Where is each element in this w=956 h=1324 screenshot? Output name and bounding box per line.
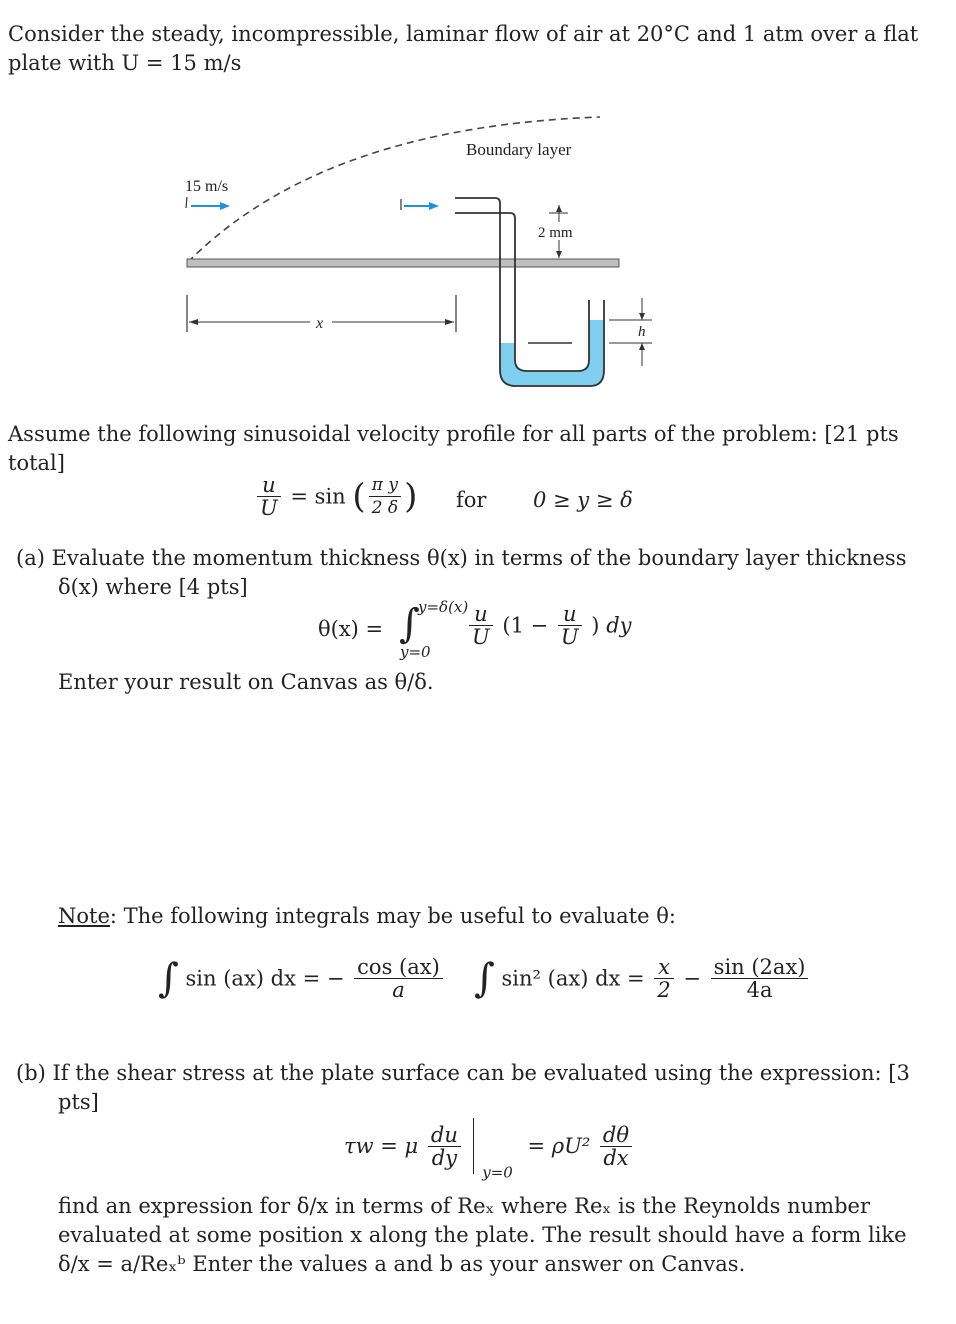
profile-for: for bbox=[456, 488, 487, 512]
integral-sign-icon: ∫ bbox=[399, 601, 420, 647]
intro-line-1: Consider the steady, incompressible, laminar flow of air at 20°C and 1 atm over a flat bbox=[8, 22, 919, 46]
theta-lhs: θ(x) = bbox=[318, 617, 384, 641]
note-line: Note: The following integrals may be useful to evaluate θ: bbox=[58, 904, 676, 928]
integral-2: ∫ sin² (ax) dx = $\frac{x}{2}$ − $\frac{\sin (2ax)}{4a}$ bbox=[474, 956, 811, 1001]
label-gap: 2 mm bbox=[538, 225, 573, 241]
velocity-arrow-left-icon bbox=[186, 197, 230, 210]
velocity-profile-equation: $\frac{u}{U}$ = sin ( $\frac{\text{π y}}{2 \delta}$ ) bbox=[254, 474, 417, 519]
part-a-line-1: (a) Evaluate the momentum thickness θ(x) in terms of the boundary layer thickness bbox=[16, 546, 907, 570]
momentum-integrand: $\frac{u}{U}$ (1 − $\frac{u}{U}$ ) dy bbox=[466, 603, 632, 648]
profile-range: 0 ≥ y ≥ δ bbox=[533, 488, 633, 512]
flat-plate bbox=[187, 259, 619, 267]
int-upper: y=δ(x) bbox=[418, 598, 469, 616]
assume-line-2: total] bbox=[8, 451, 65, 475]
boundary-layer-figure bbox=[0, 0, 956, 400]
intro-line-2: plate with U = 15 m/s bbox=[8, 51, 242, 75]
part-b-find-3: δ/x = a/Reₓᵇ Enter the values a and b as your answer on Canvas. bbox=[58, 1252, 746, 1276]
label-h: h bbox=[638, 324, 646, 340]
part-a-enter: Enter your result on Canvas as θ/δ. bbox=[58, 670, 434, 694]
label-boundary-layer: Boundary layer bbox=[466, 140, 572, 159]
part-b-line-2: pts] bbox=[58, 1090, 99, 1114]
h-dimension bbox=[609, 298, 652, 366]
velocity-arrow-right-icon bbox=[401, 199, 439, 210]
part-b-find-1: find an expression for δ/x in terms of Reₓ where Reₓ is the Reynolds number bbox=[58, 1194, 870, 1218]
assume-line-1: Assume the following sinusoidal velocity profile for all parts of the problem: [21 pts bbox=[8, 422, 899, 446]
int-lower: y=0 bbox=[400, 643, 431, 661]
part-b-find-2: evaluated at some position x along the plate. The result should have a form like bbox=[58, 1223, 907, 1247]
part-b-line-1: (b) If the shear stress at the plate surface can be evaluated using the expression: [3 bbox=[16, 1061, 910, 1085]
pitot-tube-outer bbox=[455, 198, 604, 386]
integral-1: ∫ sin (ax) dx = − $\frac{\cos (ax)}{a}$ bbox=[158, 956, 446, 1001]
shear-stress-equation: τw = μ $\frac{du}{dy}$ $_{y=0}$ = ρU² $\frac{d\theta}{dx}$ bbox=[344, 1118, 635, 1182]
label-x: x bbox=[316, 315, 324, 332]
part-a-line-2: δ(x) where [4 pts] bbox=[58, 575, 248, 599]
label-velocity: 15 m/s bbox=[185, 178, 229, 195]
